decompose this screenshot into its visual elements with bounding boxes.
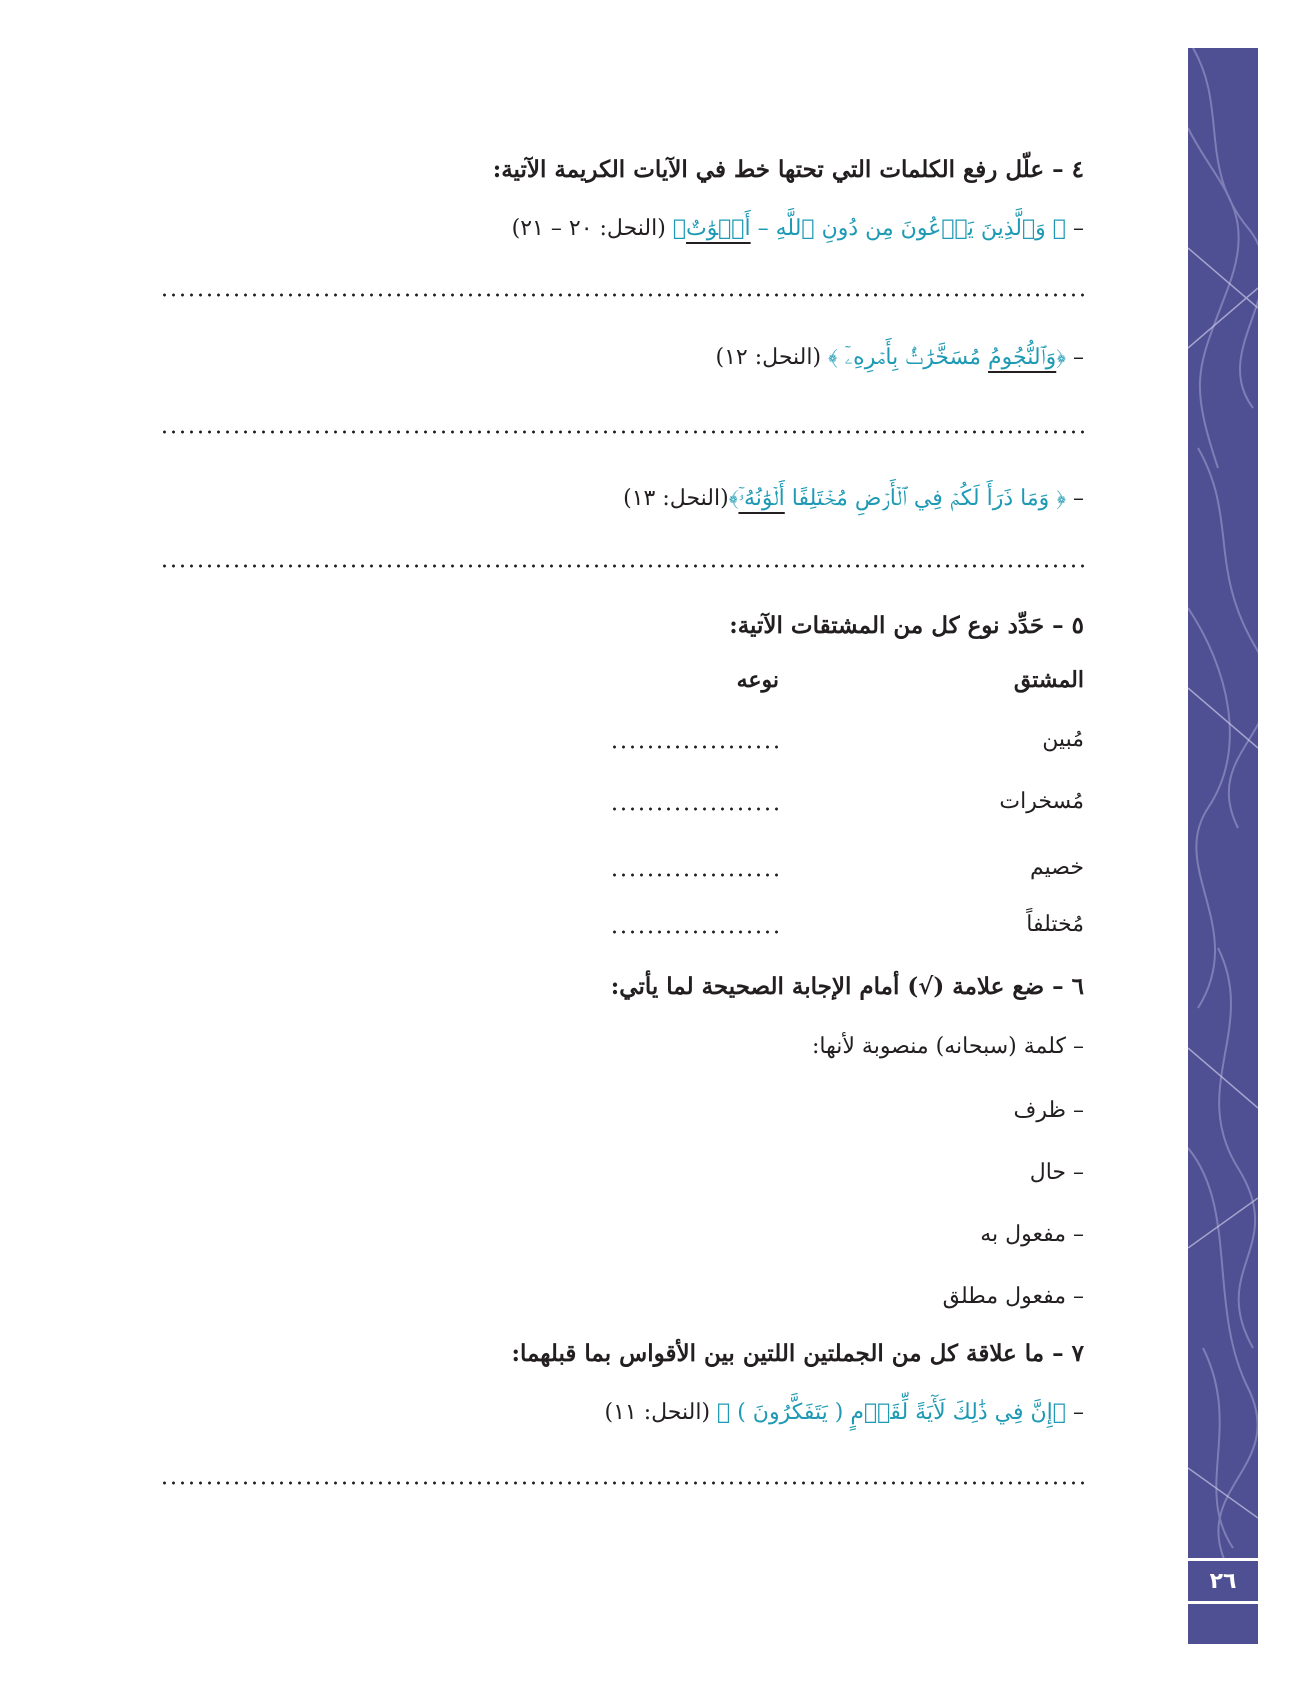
q4-heading: ٤ – علّل رفع الكلمات التي تحتها خط في الآيات الكريمة الآتية:	[492, 156, 1084, 183]
answer-line[interactable]	[160, 1481, 1085, 1485]
derived-word: مُختلفاً	[1026, 912, 1084, 937]
answer-line[interactable]	[160, 293, 1085, 297]
q6-prompt: – كلمة (سبحانه) منصوبة لأنها:	[811, 1034, 1084, 1059]
q7-heading: ٧ – ما علاقة كل من الجملتين اللتين بين الأقواس بما قبلهما:	[511, 1340, 1084, 1367]
verse-reference: (النحل: ١١)	[604, 1400, 718, 1425]
q4-verse-2	[716, 341, 1084, 375]
q4-verse-1	[512, 212, 1084, 246]
answer-line[interactable]	[610, 745, 780, 749]
verse-reference: (النحل: ٢٠ – ٢١)	[511, 216, 673, 241]
quran-text: ﴿ وَٱلَّذِينَ يَدۡعُونَ مِن دُونِ ٱللَّهِ – أَمۡوَٰتٌ﴾	[672, 216, 1066, 241]
option-item[interactable]: – ظرف	[1013, 1098, 1084, 1123]
option-item[interactable]: – مفعول به	[980, 1222, 1084, 1247]
q4-verse-3	[623, 482, 1084, 516]
option-item[interactable]: – حال	[1029, 1160, 1084, 1185]
derived-word: مُبين	[1042, 727, 1084, 752]
underlined-word: وَٱلنُّجُومُ	[988, 345, 1057, 370]
quran-text: ﴿إِنَّ فِي ذَٰلِكَ لَأٓيَةً لِّقَوۡمٍ ( يَتَفَكَّرُونَ ) ﴾	[717, 1400, 1066, 1425]
answer-line[interactable]	[610, 873, 780, 877]
verse-reference: (النحل: ١٣)	[623, 486, 729, 511]
decorative-sidebar	[1188, 48, 1258, 1644]
page-number: ٢٦	[1188, 1558, 1258, 1604]
verse-dash: –	[1066, 216, 1084, 241]
verse-dash: –	[1066, 345, 1084, 370]
column-header-derived: المشتق	[1013, 667, 1084, 693]
q7-verse	[604, 1396, 1084, 1430]
quran-text: ﴿ وَمَا ذَرَأَ لَكُمۡ فِي ٱلۡأَرۡضِ مُخۡتَلِفًا أَلۡوَٰنُهُۥٓ﴾	[728, 486, 1066, 511]
answer-line[interactable]	[160, 430, 1085, 434]
verse-dash: –	[1066, 1400, 1084, 1425]
q6-heading: ٦ – ضع علامة (√) أمام الإجابة الصحيحة لما يأتي:	[610, 973, 1084, 1000]
option-item[interactable]: – مفعول مطلق	[942, 1284, 1084, 1309]
sidebar-pattern	[1188, 48, 1258, 1644]
quran-text: ﴿وَٱلنُّجُومُ مُسَخَّرَٰتُۢ بِأَمۡرِهِۦٓ ﴾	[828, 345, 1066, 370]
answer-line[interactable]	[610, 807, 780, 811]
verse-dash: –	[1066, 486, 1084, 511]
underlined-word: أَمۡوَٰتٌ	[686, 216, 751, 241]
underlined-word: أَلۡوَٰنُهُۥٓ	[738, 486, 785, 511]
column-header-type: نوعه	[736, 667, 779, 693]
q5-heading: ٥ – حَدِّد نوع كل من المشتقات الآتية:	[729, 612, 1084, 639]
derived-word: خصيم	[1030, 855, 1084, 880]
derived-word: مُسخرات	[999, 789, 1084, 814]
verse-reference: (النحل: ١٢)	[715, 345, 829, 370]
answer-line[interactable]	[160, 564, 1085, 568]
answer-line[interactable]	[610, 930, 780, 934]
